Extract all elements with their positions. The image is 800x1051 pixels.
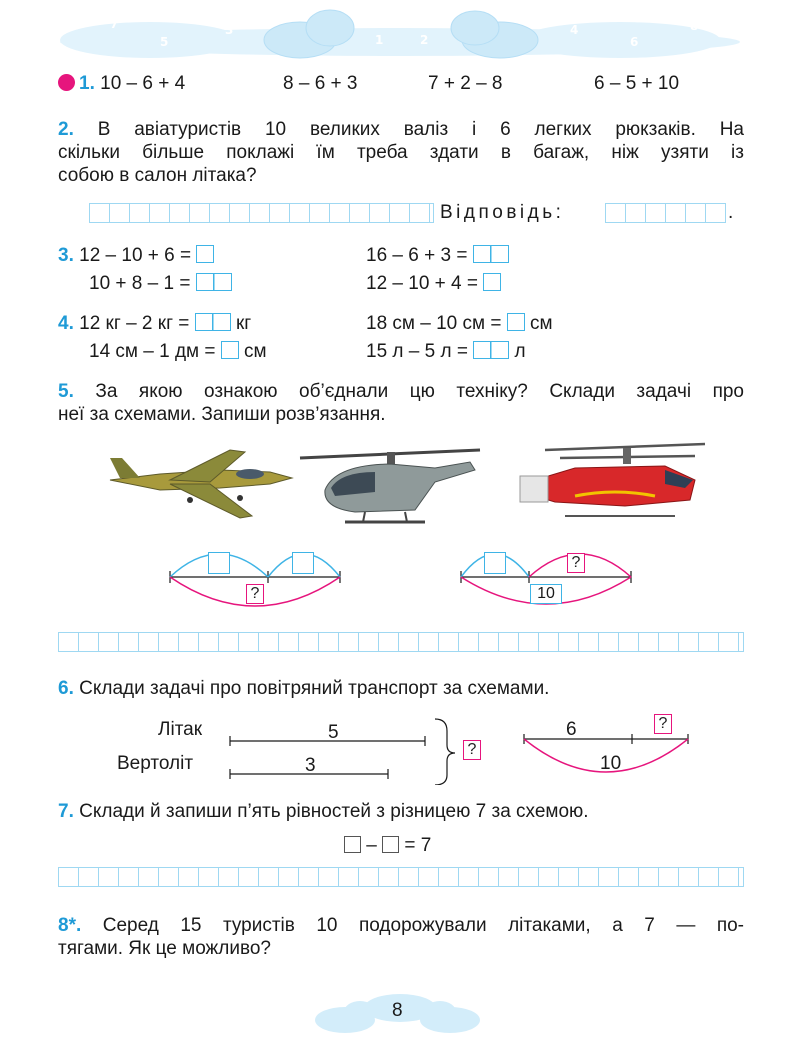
expression: 8 – 6 + 3 (283, 73, 358, 94)
task-8-text (58, 914, 744, 960)
question-box: ? (567, 553, 585, 573)
task-1 (58, 72, 185, 96)
equals-seven: = 7 (404, 835, 432, 856)
equation: 16 – 6 + 3 = (366, 245, 468, 266)
red-helicopter-image (505, 440, 715, 525)
pink-dot-icon (58, 74, 75, 91)
gray-helicopter-image (295, 440, 485, 535)
cloud-number: 8 (690, 19, 699, 33)
cloud-number: 6 (630, 35, 639, 49)
cloud-number: 3 (225, 23, 234, 37)
task-7-scheme (344, 834, 431, 858)
answer-box-double[interactable] (473, 245, 509, 263)
answer-box[interactable] (221, 341, 239, 359)
answer-box-double[interactable] (195, 313, 231, 331)
right-part-value: 6 (566, 719, 577, 740)
task-6-left-scheme (225, 715, 485, 785)
task-number: 3. (58, 245, 74, 266)
task-text: Склади задачі про повітряний транспорт за схемами. (79, 678, 550, 699)
task-number: 8*. (58, 915, 82, 936)
task-3-item (58, 244, 214, 268)
row-label-plane: Літак (158, 719, 203, 740)
task-3-item (366, 272, 501, 296)
cloud-number: 1 (375, 33, 384, 47)
question-box: ? (246, 584, 264, 604)
text-line: За якою ознакою об’єднали цю техніку? Склади задачі про (95, 381, 744, 402)
blank-box (382, 836, 399, 853)
equation: 10 + 8 – 1 = (89, 273, 191, 294)
unit: кг (235, 313, 252, 334)
task-2-text (58, 118, 744, 187)
cloud-number: 2 (420, 33, 429, 47)
unit: см (530, 313, 553, 334)
task-7-text (58, 800, 589, 824)
text-line: скільки більше поклажі їм треба здати в багаж, ніж узяти із (58, 142, 744, 163)
equation: 12 – 10 + 4 = (366, 273, 478, 294)
right-question-box: ? (654, 714, 672, 734)
unit: см (244, 341, 267, 362)
right-total-value: 10 (600, 753, 622, 774)
cloud-number: 7 (110, 17, 119, 31)
task-5-text (58, 380, 744, 426)
answer-solution-grid[interactable] (89, 203, 434, 223)
equation: 15 л – 5 л = (366, 341, 468, 362)
cloud-number: 5 (160, 35, 169, 49)
task-4-item (366, 312, 553, 336)
expression: 10 – 6 + 4 (100, 73, 186, 94)
fighter-jet-image (100, 440, 300, 530)
equation: 18 см – 10 см = (366, 313, 502, 334)
brace-question-box: ? (463, 740, 481, 760)
task-number: 6. (58, 678, 74, 699)
task-number: 4. (58, 313, 74, 334)
cloud-number: 0 (397, 13, 406, 27)
answer-box[interactable] (208, 552, 230, 574)
answer-box[interactable] (483, 273, 501, 291)
unit: л (514, 341, 526, 362)
period: . (728, 202, 734, 223)
task-4-item (58, 312, 251, 336)
task-text: Склади й запиши п’ять рівностей з різницею 7 за схемою. (79, 801, 589, 822)
text-line: тягами. Як це можливо? (58, 938, 271, 959)
text-line: неї за схемами. Запиши розв’язання. (58, 404, 386, 425)
answer-box-double[interactable] (196, 273, 232, 291)
task-3-item (89, 272, 232, 296)
task-4-item (89, 340, 267, 364)
answer-box[interactable] (196, 245, 214, 263)
expression: 6 – 5 + 10 (594, 73, 680, 94)
helicopter-value: 3 (305, 755, 316, 776)
equation: 14 см – 1 дм = (89, 341, 216, 362)
task-number: 5. (58, 381, 74, 402)
page-number: 8 (392, 1000, 403, 1021)
task-number: 1. (79, 73, 95, 94)
text-line: собою в салон літака? (58, 165, 257, 186)
total-value-box: 10 (530, 584, 562, 604)
solution-grid[interactable] (58, 867, 744, 887)
task-3-item (366, 244, 509, 268)
solution-grid[interactable] (58, 632, 744, 652)
header-clouds-decoration (0, 0, 800, 70)
equation: 12 – 10 + 6 = (79, 245, 192, 266)
task-6-text (58, 677, 549, 701)
task-number: 2. (58, 119, 74, 140)
answer-box[interactable] (507, 313, 525, 331)
answer-box[interactable] (484, 552, 506, 574)
text-line: В авіатуристів 10 великих валіз і 6 легких рюкзаків. На (97, 119, 744, 140)
expression: 7 + 2 – 8 (428, 73, 503, 94)
task-4-item (366, 340, 526, 364)
task-number: 7. (58, 801, 74, 822)
cloud-number: 4 (570, 23, 579, 37)
text-line: Серед 15 туристів 10 подорожували літаками, а 7 — по- (102, 915, 744, 936)
equation: 12 кг – 2 кг = (79, 313, 190, 334)
plane-value: 5 (328, 722, 339, 743)
row-label-helicopter: Вертоліт (117, 753, 194, 774)
blank-box (344, 836, 361, 853)
answer-label: Відповідь: (440, 202, 565, 223)
answer-box[interactable] (292, 552, 314, 574)
answer-grid[interactable] (605, 203, 726, 223)
minus-sign: – (366, 835, 377, 856)
answer-box-double[interactable] (473, 341, 509, 359)
